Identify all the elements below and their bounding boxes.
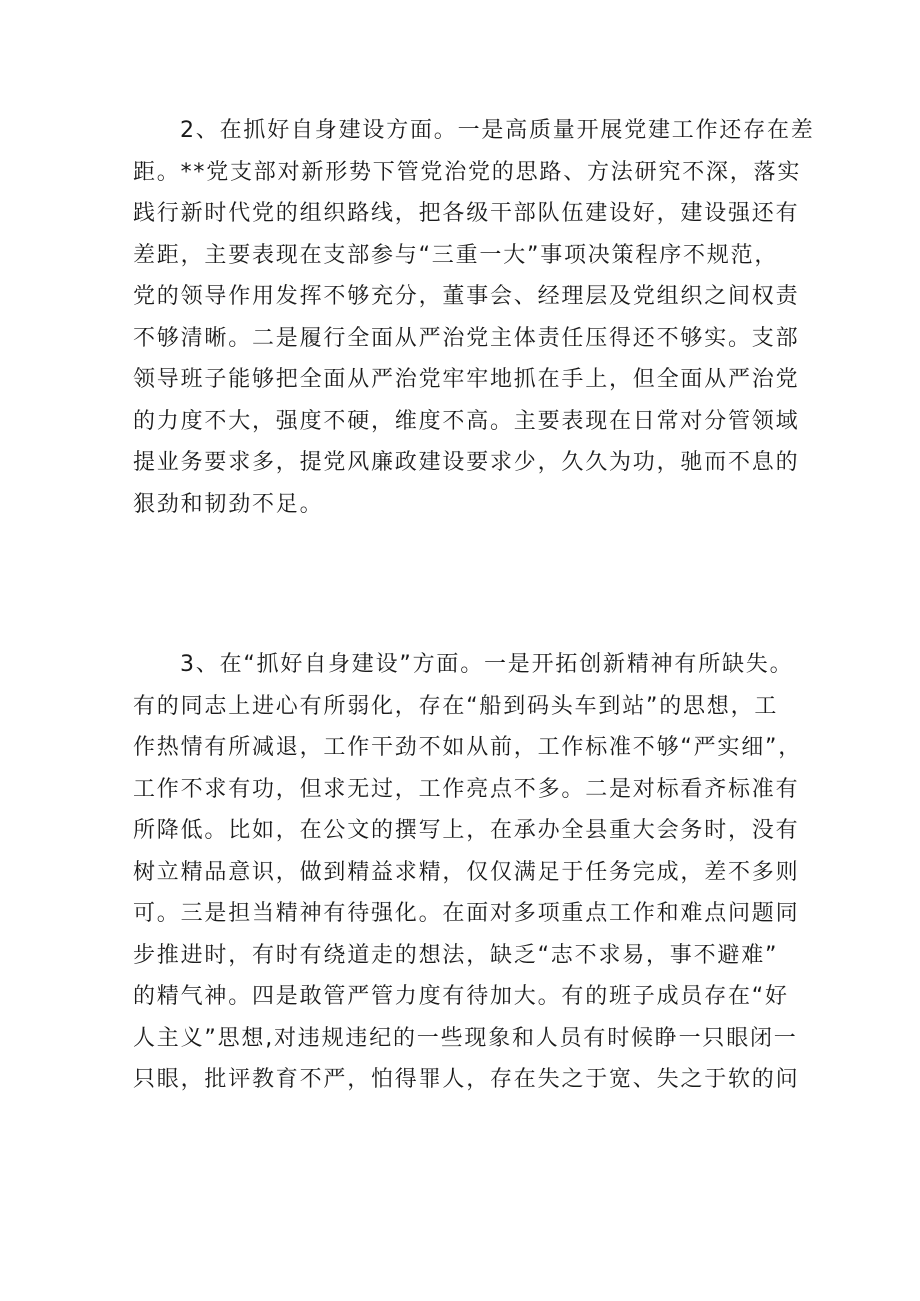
text-line: 领导班子能够把全面从严治党牢牢地抓在手上，但全面从严治党 [133, 367, 800, 392]
text-line: 不够清晰。二是履行全面从严治党主体责任压得还不够实。支部 [133, 325, 800, 351]
text-line: 的力度不大，强度不硬，维度不高。主要表现在日常对分管领域 [133, 408, 800, 434]
text-line: 工作不求有功，但求无过，工作亮点不多。二是对标看齐标准有 [133, 776, 800, 802]
paragraph-3 [133, 644, 802, 1101]
text-line: 人主义”思想,对违规违纪的一些现象和人员有时候睁一只眼闭一 [133, 1025, 798, 1051]
text-line: 3、在“抓好自身建设”方面。一是开拓创新精神有所缺失。 [180, 652, 794, 677]
text-line: 践行新时代党的组织路线，把各级干部队伍建设好，建设强还有 [133, 201, 800, 226]
text-line: 党的领导作用发挥不够充分，董事会、经理层及党组织之间权责 [133, 284, 800, 309]
text-line: 狠劲和韧劲不足。 [133, 491, 324, 517]
text-line: 2、在抓好自身建设方面。一是高质量开展党建工作还存在差 [180, 118, 815, 143]
text-line: 提业务要求多，提党风廉政建设要求少，久久为功，驰而不息的 [133, 450, 800, 475]
text-line: 可。三是担当精神有待强化。在面对多项重点工作和难点问题同 [133, 901, 800, 926]
text-line: 距。**党支部对新形势下管党治党的思路、方法研究不深，落实 [133, 159, 802, 185]
text-line: 差距，主要表现在支部参与“三重一大”事项决策程序不规范， [133, 242, 779, 268]
text-line: 只眼，批评教育不严，怕得罪人，存在失之于宽、失之于软的问 [133, 1067, 800, 1092]
text-line: 的精气神。四是敢管严管力度有待加大。有的班子成员存在“好 [133, 984, 789, 1009]
text-line: 树立精品意识，做到精益求精，仅仅满足于任务完成，差不多则 [133, 859, 800, 885]
text-line: 有的同志上进心有所弱化，存在“船到码头车到站”的思想，工 [133, 693, 779, 719]
paragraph-2 [133, 110, 815, 525]
text-line: 步推进时，有时有绕道走的想法，缺乏“志不求易，事不避难” [133, 942, 779, 968]
text-line: 所降低。比如，在公文的撰写上，在承办全县重大会务时，没有 [133, 818, 800, 843]
text-line: 作热情有所减退，工作干劲不如从前，工作标准不够“严实细”， [133, 735, 802, 760]
